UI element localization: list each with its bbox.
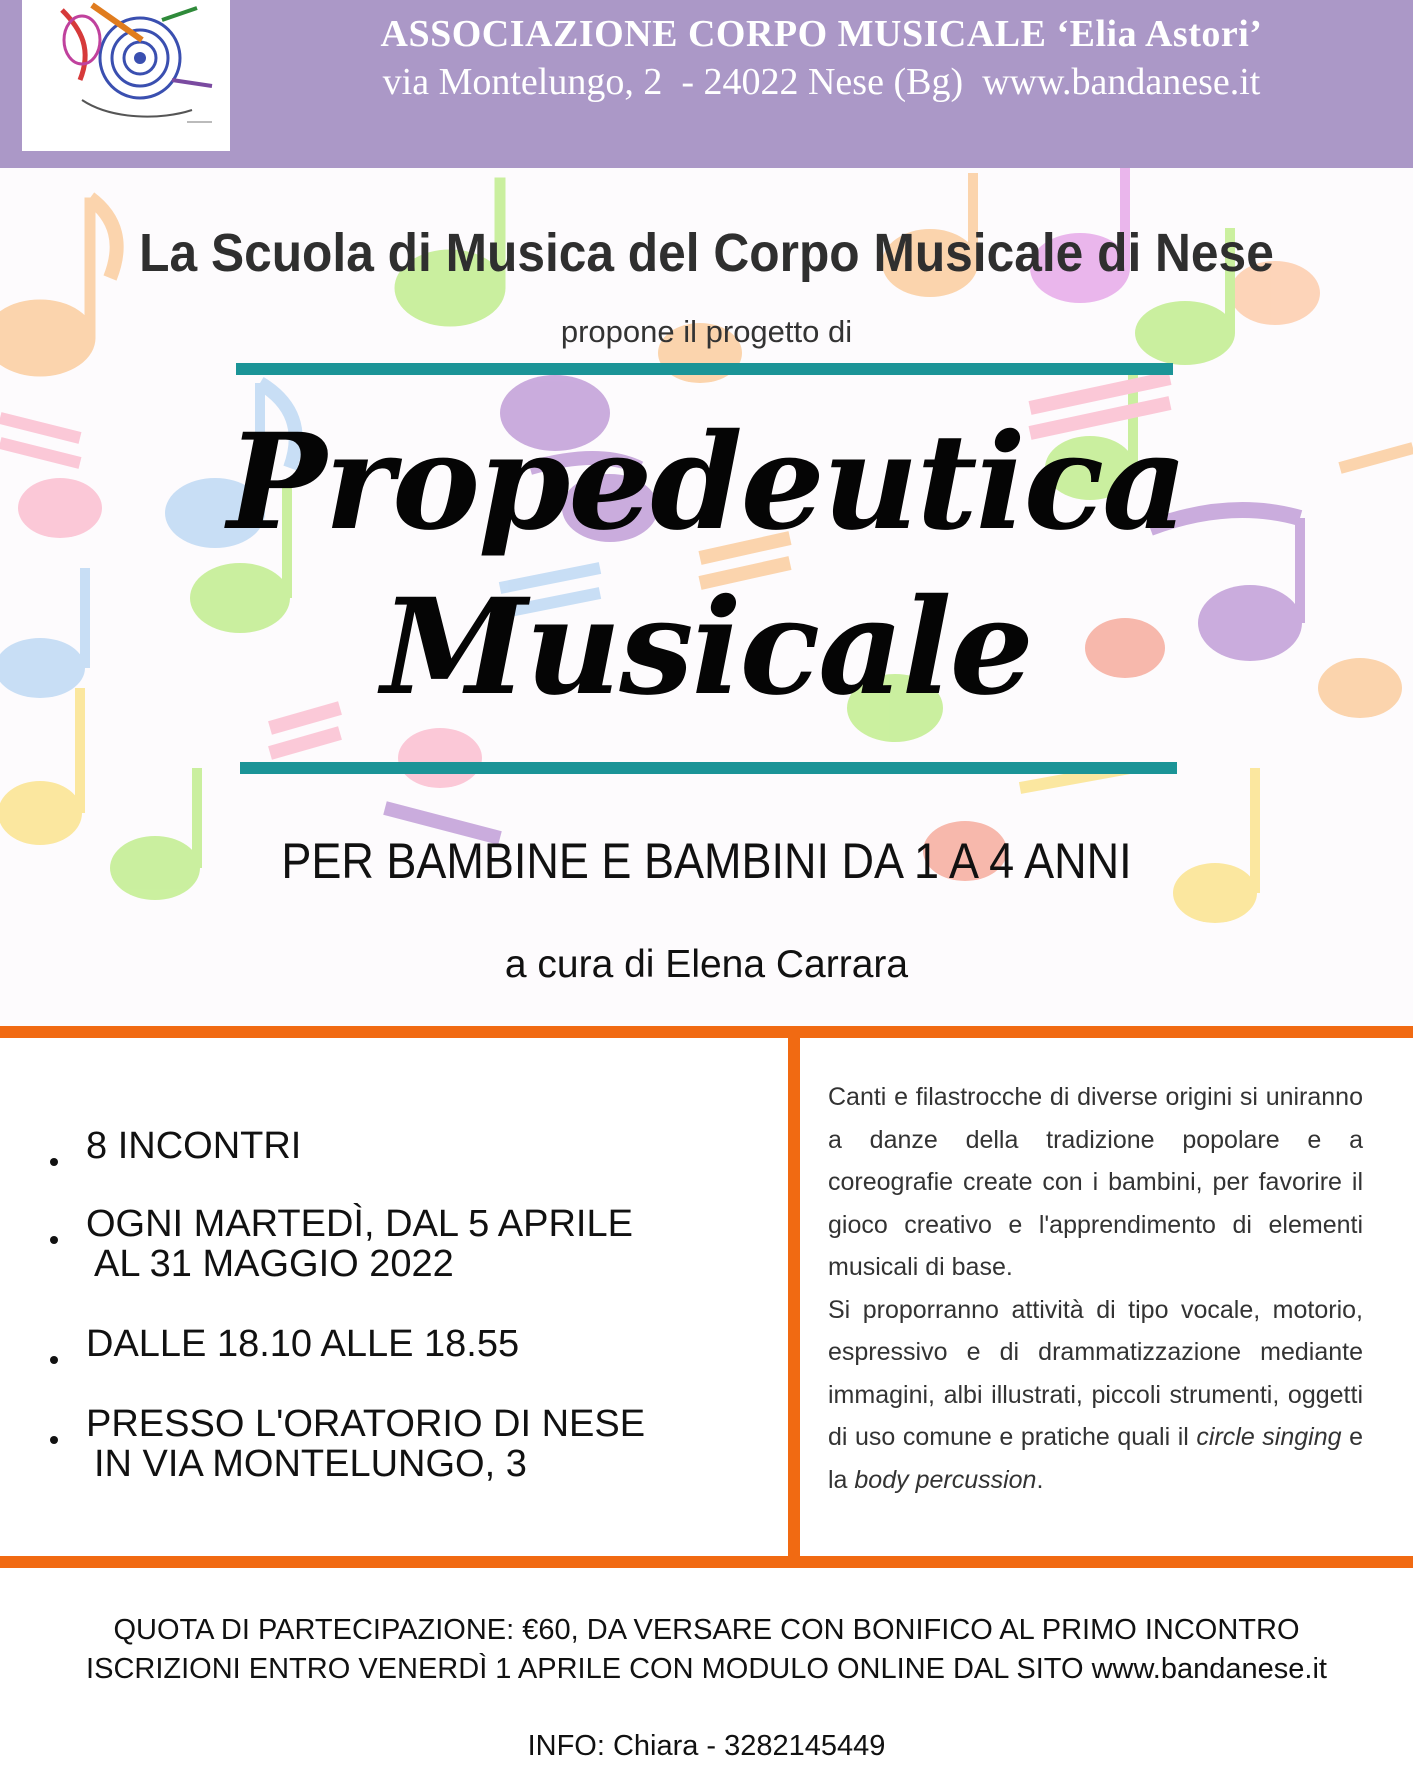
description-paragraph-1: Canti e filastrocche di diverse origini si uniranno a danze della tradizione popolare e a coreografie create con i bambini, per favorire il gioco creativo e l'apprendimento di elementi musicali di base.	[828, 1083, 1363, 1281]
detail-sessions: 8 INCONTRI	[86, 1125, 302, 1167]
band-logo-icon	[22, 0, 230, 151]
curator-credit: a cura di Elena Carrara	[504, 943, 909, 986]
band-logo	[22, 0, 230, 151]
description-paragraph-2	[828, 1289, 1363, 1502]
project-title-line1: Propedeutica	[227, 405, 1186, 560]
description-text: Si proporranno attività di tipo vocale, motorio, espressivo e di drammatizzazione mediante immagini, albi illustrati, piccoli strumenti, oggetti di uso comune e pratiche quali il	[828, 1295, 1363, 1451]
project-title-line2: Musicale	[381, 570, 1032, 725]
detail-location: PRESSO L'ORATORIO DI NESE	[86, 1403, 646, 1445]
list-item	[50, 1322, 750, 1372]
info-frame-bottom-border	[0, 1556, 1413, 1568]
info-frame-divider	[788, 1038, 800, 1558]
association-header	[0, 0, 1413, 168]
project-description	[828, 1076, 1363, 1501]
description-emphasis: circle singing	[1196, 1423, 1342, 1451]
bullet-icon	[50, 1436, 58, 1444]
school-title: La Scuola di Musica del Corpo Musicale di Nese	[139, 223, 1274, 283]
info-frame-top-border	[0, 1026, 1413, 1038]
description-text: .	[1036, 1465, 1044, 1494]
bullet-icon	[50, 1356, 58, 1364]
list-item	[50, 1202, 750, 1292]
contact-info: INFO: Chiara - 3282145449	[527, 1730, 886, 1762]
detail-dates-end: AL 31 MAGGIO 2022	[94, 1243, 454, 1285]
participation-fee: QUOTA DI PARTECIPAZIONE: €60, DA VERSARE CON BONIFICO AL PRIMO INCONTRO	[113, 1614, 1300, 1646]
detail-time: DALLE 18.10 ALLE 18.55	[86, 1323, 520, 1365]
association-name: ASSOCIAZIONE CORPO MUSICALE ‘Elia Astori’	[380, 13, 1263, 55]
title-divider-bottom	[240, 762, 1177, 774]
list-item	[50, 1124, 750, 1174]
detail-dates: OGNI MARTEDÌ, DAL 5 APRILE	[86, 1203, 633, 1245]
bullet-icon	[50, 1236, 58, 1244]
propone-subtitle: propone il progetto di	[560, 314, 853, 349]
association-address: via Montelungo, 2 - 24022 Nese (Bg) www.bandanese.it	[382, 61, 1261, 103]
registration-info: ISCRIZIONI ENTRO VENERDÌ 1 APRILE CON MODULO ONLINE DAL SITO www.bandanese.it	[86, 1653, 1327, 1685]
description-text: e la	[828, 1423, 1363, 1494]
list-item	[50, 1402, 750, 1492]
detail-location-address: IN VIA MONTELUNGO, 3	[94, 1443, 527, 1485]
bullet-icon	[50, 1158, 58, 1166]
target-audience: PER BAMBINE E BAMBINI DA 1 A 4 ANNI	[281, 833, 1132, 889]
description-emphasis: body percussion	[854, 1465, 1037, 1494]
title-divider-top	[236, 363, 1173, 375]
